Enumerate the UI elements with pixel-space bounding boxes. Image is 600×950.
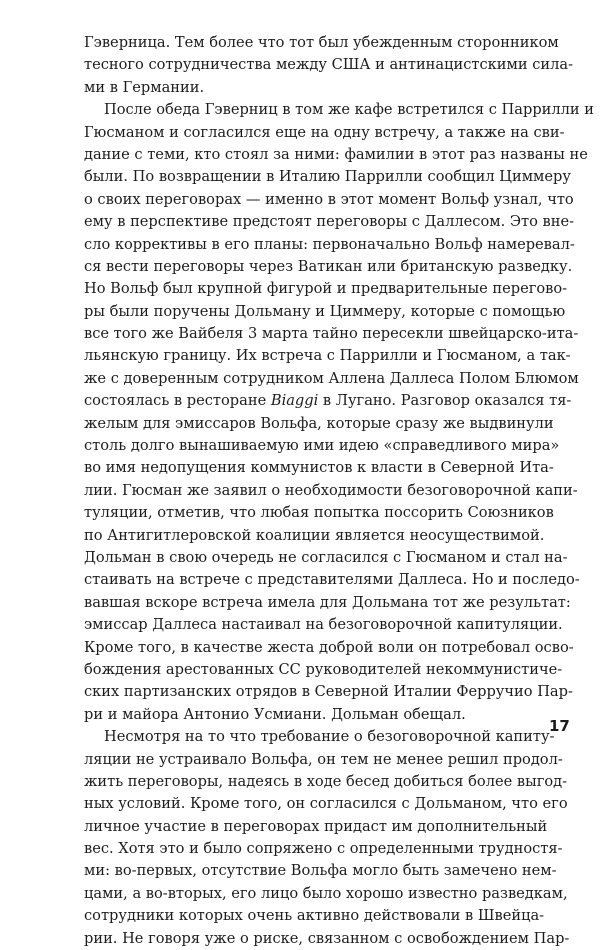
text-line: бождения арестованных СС руководителей некоммунистиче- (84, 660, 563, 678)
text-line: цами, а во-вторых, его лицо было хорошо известно разведкам, (84, 884, 568, 902)
text-line: Гюсманом и согласился еще на одну встречу, а также на сви- (84, 123, 565, 141)
text-line: были. По возвращении в Италию Паррилли сообщил Циммеру (84, 168, 571, 186)
italic-name: Biaggi (270, 392, 319, 410)
text-line: жить переговоры, надеясь в ходе бесед добиться более выгод- (84, 772, 568, 790)
text-line: льянскую границу. Их встреча с Паррилли и Гюсманом, а так- (84, 347, 571, 365)
text-line: рии. Не говоря уже о риске, связанном с освобождением Пар- (84, 929, 570, 947)
text-line: о своих переговорах — именно в этот момент Вольф узнал, что (84, 190, 574, 208)
text-line: Кроме того, в качестве жеста доброй воли он потребовал осво- (84, 638, 574, 656)
text-line: Несмотря на то что требование о безоговорочной капиту- (104, 728, 555, 746)
text-line: ми: во-первых, отсутствие Вольфа могло быть замечено нем- (84, 862, 557, 880)
text-line: ся вести переговоры через Ватикан или британскую разведку. (84, 257, 573, 275)
text-line: ры были поручены Дольману и Циммеру, которые с помощью (84, 302, 566, 320)
text-line: Дольман в свою очередь не согласился с Гюсманом и стал на- (84, 548, 568, 566)
paragraph (84, 32, 574, 99)
text-line: все того же Вайбеля 3 марта тайно пересекли швейцарско-ита- (84, 325, 579, 343)
text-line: вес. Хотя это и было сопряжено с определенными трудностя- (84, 840, 563, 858)
text-line: лии. Гюсман же заявил о необходимости безоговорочной капи- (84, 481, 578, 499)
text-line: состоялась в ресторане Biaggi в Лугано. Разговор оказался тя- (84, 392, 572, 410)
text-line: же с доверенным сотрудником Аллена Даллеса Полом Блюмом (84, 369, 579, 387)
text-line: Но Вольф был крупной фигурой и предварительные перегово- (84, 280, 568, 298)
text-line: сло коррективы в его планы: первоначально Вольф намеревал- (84, 235, 575, 253)
text-line: ляции не устраивало Вольфа, он тем не менее решил продол- (84, 750, 563, 768)
text-line: ных условий. Кроме того, он согласился с Дольманом, что его (84, 795, 568, 813)
text-line: ри и майора Антонио Усмиани. Дольман обещал. (84, 705, 466, 723)
text-line: стаивать на встрече с представителями Даллеса. Но и последо- (84, 571, 580, 589)
text-line: ми в Германии. (84, 78, 205, 96)
text-line: туляции, отметив, что любая попытка поссорить Союзников (84, 504, 554, 522)
text-line: тесного сотрудничества между США и антинацистскими сила- (84, 56, 574, 74)
text-line: вавшая вскоре встреча имела для Дольмана тот же результат: (84, 593, 571, 611)
text-line: эмиссар Даллеса настаивал на безоговорочной капитуляции. (84, 616, 563, 634)
text-line: ему в перспективе предстоят переговоры с Даллесом. Это вне- (84, 213, 575, 231)
text-line: личное участие в переговорах придаст им дополнительный (84, 817, 548, 835)
text-line: Гэверница. Тем более что тот был убежденным сторонником (84, 34, 559, 51)
text-line: желым для эмиссаров Вольфа, которые сразу же выдвинули (84, 414, 554, 432)
page-number: 17 (549, 717, 570, 735)
text-line: дание с теми, кто стоял за ними: фамилии в этот раз названы не (84, 145, 588, 163)
text-line: столь долго вынашиваемую ими идею «справедливого мира» (84, 437, 560, 455)
text-line: по Антигитлеровской коалиции является неосуществимой. (84, 526, 545, 544)
text-line: ских партизанских отрядов в Северной Италии Ферручио Пар- (84, 683, 573, 701)
text-line: сотрудники которых очень активно действовали в Швейца- (84, 907, 545, 925)
text-line: во имя недопущения коммунистов к власти в Северной Ита- (84, 459, 554, 477)
text-line: После обеда Гэверниц в том же кафе встретился с Паррилли и (104, 101, 595, 119)
